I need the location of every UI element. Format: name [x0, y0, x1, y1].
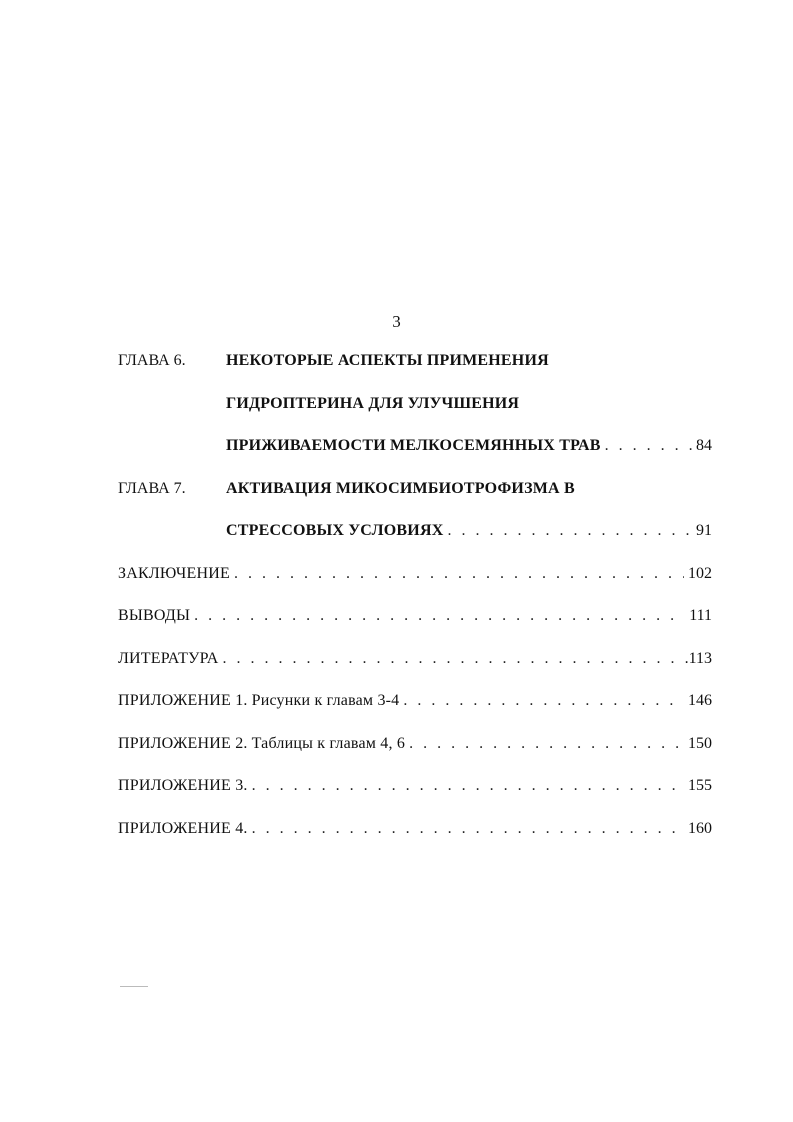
appendix1-page: 146: [688, 692, 712, 709]
toc-literature: [118, 650, 712, 693]
dot-leader: [222, 650, 680, 668]
chapter7-label: ГЛАВА 7.: [118, 479, 186, 497]
appendix4-title: ПРИЛОЖЕНИЕ 4.: [118, 819, 248, 837]
toc-chapter7-line2: [118, 522, 712, 565]
toc-chapter6-line2: [118, 395, 712, 438]
chapter6-title-line2: ГИДРОПТЕРИНА ДЛЯ УЛУЧШЕНИЯ: [226, 394, 520, 412]
chapter6-page: 84: [696, 437, 712, 454]
findings-page: 111: [689, 607, 712, 624]
appendix2-title: ПРИЛОЖЕНИЕ 2.: [118, 734, 248, 752]
toc-appendix4: [118, 820, 712, 863]
dot-leader: [447, 522, 692, 540]
dot-leader: [252, 820, 684, 838]
toc-appendix1: [118, 692, 712, 735]
chapter6-label: ГЛАВА 6.: [118, 352, 186, 369]
chapter7-title-line2: СТРЕССОВЫХ УСЛОВИЯХ: [226, 522, 444, 539]
chapter7-page: 91: [696, 522, 712, 539]
dot-leader: [252, 777, 684, 795]
literature-title: ЛИТЕРАТУРА: [118, 649, 219, 667]
toc-chapter6-line3: [118, 437, 712, 480]
appendix1-subtitle: Рисунки к главам 3-4: [251, 692, 400, 709]
dot-leader: [403, 692, 684, 710]
appendix2-page: 150: [688, 734, 712, 752]
toc-appendix3: [118, 777, 712, 820]
dot-leader: [234, 565, 684, 583]
conclusion-page: 102: [688, 564, 712, 582]
page-number: 3: [392, 312, 401, 331]
appendix2-subtitle: Таблицы к главам 4, 6: [251, 734, 406, 752]
dot-leader: [194, 607, 685, 625]
dot-leader: [409, 735, 684, 753]
table-of-contents: [118, 352, 712, 862]
toc-findings: [118, 607, 712, 650]
conclusion-title: ЗАКЛЮЧЕНИЕ: [118, 564, 230, 582]
appendix4-page: 160: [688, 819, 712, 837]
appendix3-title: ПРИЛОЖЕНИЕ 3.: [118, 777, 248, 794]
chapter6-title-line1: НЕКОТОРЫЕ АСПЕКТЫ ПРИМЕНЕНИЯ: [226, 352, 549, 369]
literature-page: .113: [684, 649, 712, 667]
toc-chapter6-line1: [118, 352, 712, 395]
chapter6-title-line3: ПРИЖИВАЕМОСТИ МЕЛКОСЕМЯННЫХ ТРАВ: [226, 437, 601, 454]
appendix3-page: 155: [688, 777, 712, 794]
scan-artifact: [120, 986, 148, 987]
findings-title: ВЫВОДЫ: [118, 607, 191, 624]
chapter7-title-line1: АКТИВАЦИЯ МИКОСИМБИОТРОФИЗМА В: [226, 479, 575, 497]
dot-leader: [605, 437, 692, 455]
toc-appendix2: [118, 735, 712, 778]
toc-chapter7-line1: [118, 480, 712, 523]
appendix1-title: ПРИЛОЖЕНИЕ 1.: [118, 692, 248, 709]
toc-conclusion: [118, 565, 712, 608]
